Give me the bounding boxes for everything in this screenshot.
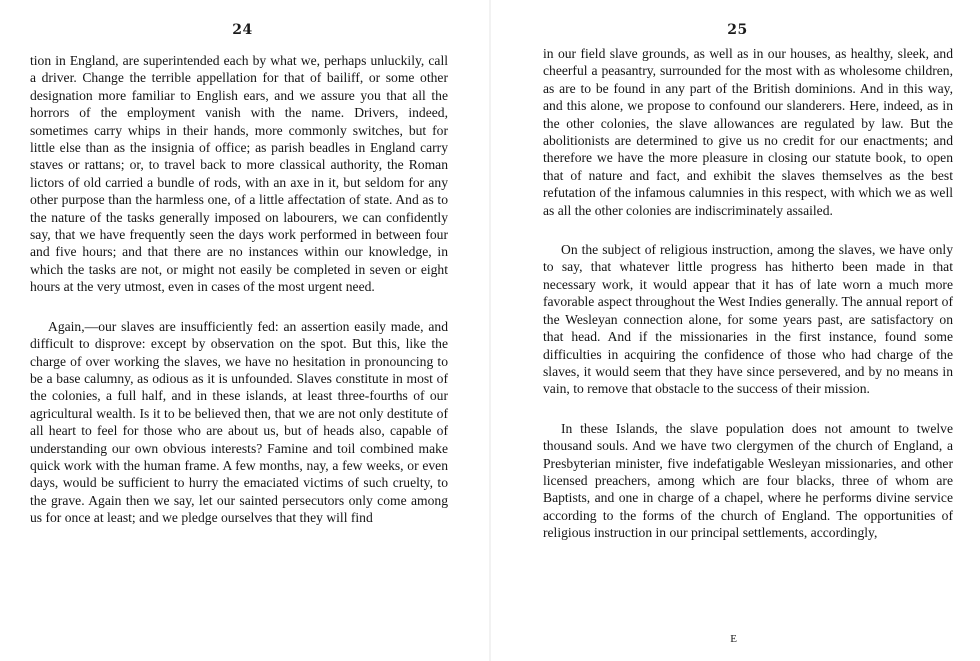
right-page <box>495 0 980 661</box>
left-paragraph-2: Again,—our slaves are insufficiently fed: an assertion easily made, and difficult to disprove: except by observation on the spot. But this, like the charge of over working the slaves, we have no hesitation in pronouncing to be a base calumny, as odious as it is unfounded. Slaves constitute in most of the colonies, a full half, and in these islands, at least three-fourths of our agricultural wealth. Is it to be believed then, that we are not only destitute of all heart to feel for those who are about us, but of heads also, capable of understanding our own obvious interests? Famine and toil combined make quick work with the human frame. A few months, nay, a few weeks, or even days, would be sufficient to hurry the emaciated victims of such cruelty, to the grave. Again then we say, let our sainted persecutors only come among us for once at least; and we pledge ourselves that they will find <box>30 318 448 526</box>
left-paragraph-1: tion in England, are superintended each by what we, perhaps unluckily, call a driver. Change the terrible appellation for that of bailiff, or some other designation more familiar to English ears, and we assure you that all the horrors of the employment vanish with the name. Drivers, indeed, sometimes carry whips in their hands, more commonly switches, but for little else than as the insignia of office; as parish beadles in England carry staves or rattans; or, to travel back to more classical authority, the Roman lictors of old carried a bundle of rods, with an axe in it, but seldom for any other purpose than the harmless one, of a little affectation of state. And as to the nature of the tasks generally imposed on labourers, we can confidently say, that we have frequently seen the days work performed in between four and five hours; and that there are no instances within our knowledge, in which the tasks are not, or might not easily be completed in seven or eight hours at the very utmost, even in cases of the most urgent need. <box>30 53 448 295</box>
left-page-number: 24 <box>232 22 253 38</box>
right-paragraph-1: in our field slave grounds, as well as in our houses, as healthy, sleek, and cheerful a peasantry, surrounded for the most with as wholesome children, as are to be found in any part of the British dominions. And in this way, and this alone, we propose to confound our slanderers. Here, indeed, as in the other colonies, the slave allowances are regulated by law. But the abolitionists are determined to give us no credit for our enactments; and therefore we have the more pleasure in closing our statute book, to open that of nature and fact, and exhibit the slaves themselves as the best refutation of the infamous calumnies in this respect, with which we as well as all the other colonies are indiscriminately assailed. <box>543 46 953 218</box>
left-page <box>0 0 485 661</box>
right-paragraph-2: On the subject of religious instruction, among the slaves, we have only to say, that whatever little progress has hitherto been made in that necessary work, it would appear that it has of late worn a much more favorable aspect throughout the West Indies generally. The annual report of the Wesleyan connection alone, for some years past, are satisfactory on that head. And if the missionaries in the first instance, found some difficulties in acquiring the confidence of those who had charge of the slaves, it would seem that they have since persevered, and by no means in vain, to remove that obstacle to the success of their mission. <box>543 242 953 397</box>
left-page-text <box>30 52 448 527</box>
page-gutter <box>489 0 491 661</box>
right-paragraph-3: In these Islands, the slave population does not amount to twelve thousand souls. And we have two clergymen of the church of England, a Presbyterian minister, five indefatigable Wesleyan missionaries, and other licensed preachers, among which are four blacks, three of whom are Baptists, and one in charge of a chapel, where he performs divine service according to the forms of the church of England. The opportunities of religious instruction in our principal settlements, accordingly, <box>543 420 953 541</box>
signature-mark: E <box>730 633 738 645</box>
right-page-number: 25 <box>727 22 748 38</box>
right-page-text <box>543 45 953 542</box>
